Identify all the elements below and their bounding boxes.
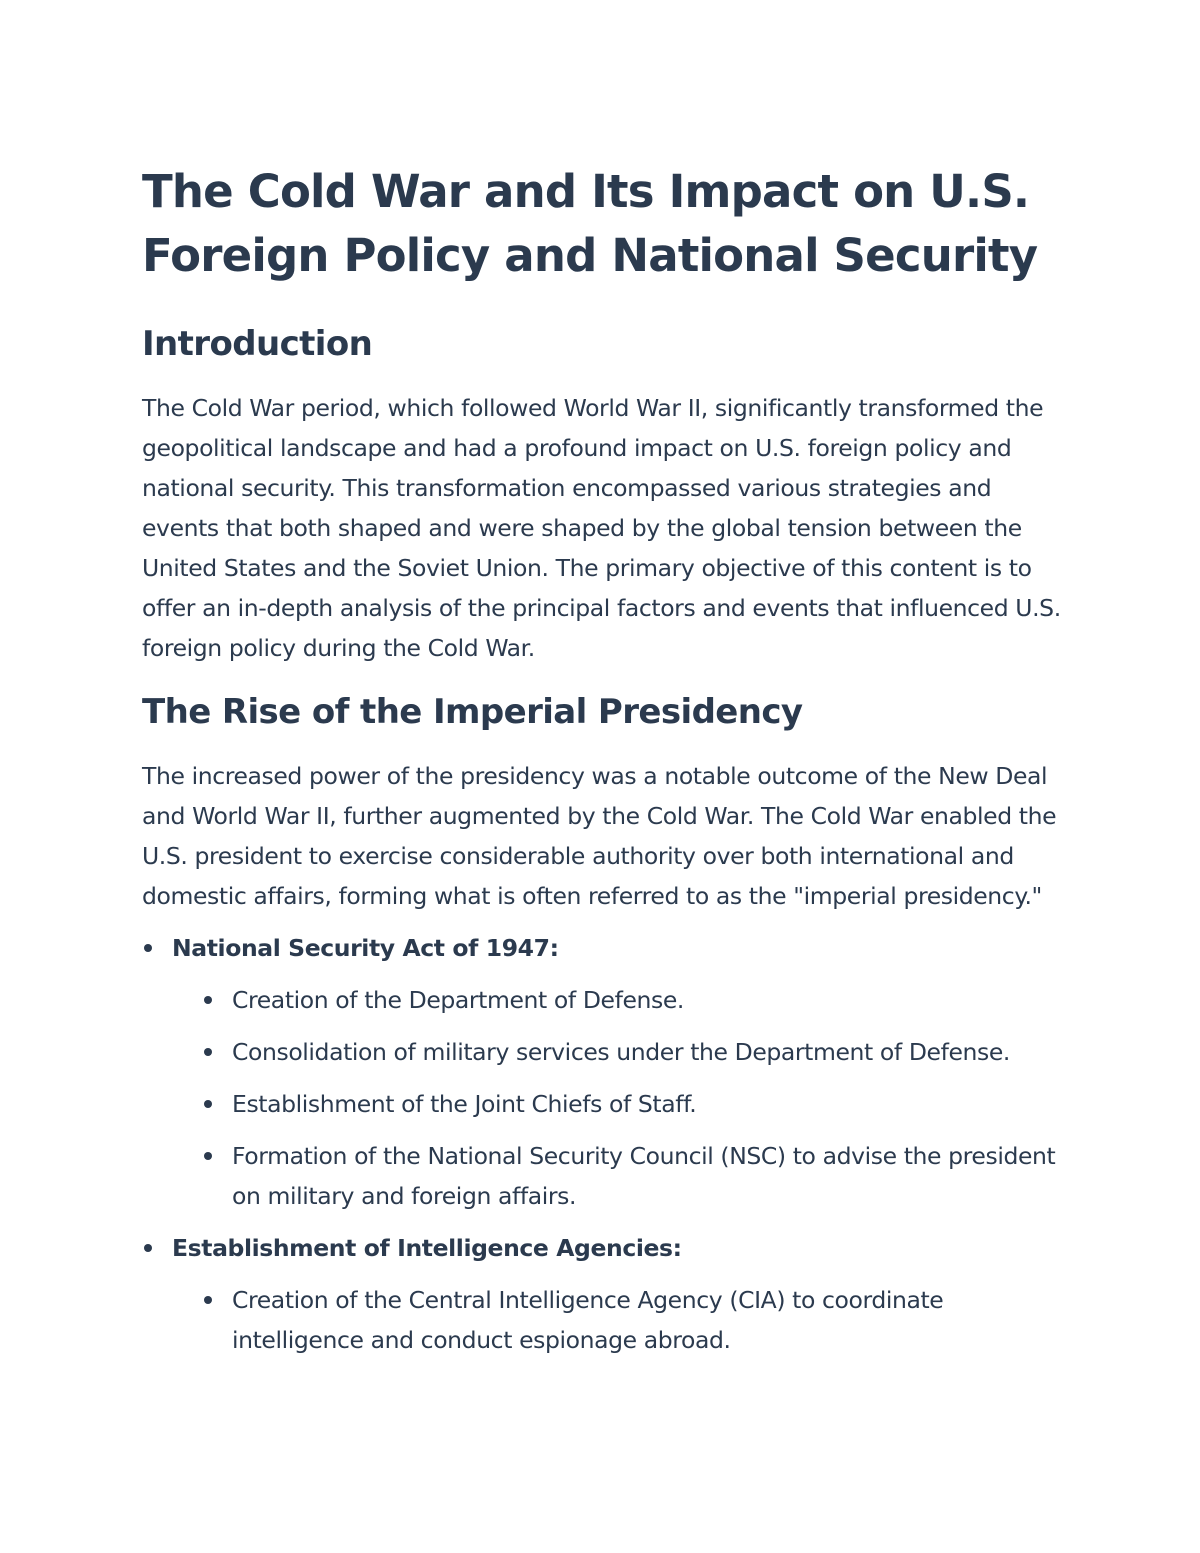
sublist-item: [202, 1280, 1072, 1360]
sublist-item-text: Creation of the Department of Defense.: [232, 986, 685, 1014]
bullet-icon: [204, 1152, 212, 1160]
list-item-intelligence-agencies: [142, 1228, 1072, 1360]
bullet-icon: [204, 1100, 212, 1108]
imperial-presidency-paragraph: The increased power of the presidency was a notable outcome of the New Deal and World War II, further augmented by the Cold War. The Cold War enabled the U.S. president to exercise considerable authority over both international and domestic affairs, forming what is often referred to as the "imperial presidency.": [142, 762, 1057, 910]
bullet-icon: [204, 1048, 212, 1056]
introduction-heading: Introduction: [142, 324, 373, 364]
document-page: [142, 160, 1072, 1372]
document-title: The Cold War and Its Impact on U.S. Foreign Policy and National Security: [142, 165, 1038, 282]
sublist-item-text: Creation of the Central Intelligence Agency (CIA) to coordinate intelligence and conduct espionage abroad.: [232, 1286, 944, 1354]
sublist-intelligence-agencies: [172, 1280, 1072, 1360]
sublist-national-security-act: [172, 980, 1072, 1216]
sublist-item-text: Formation of the National Security Council (NSC) to advise the president on military and foreign affairs.: [232, 1142, 1056, 1210]
sublist-item: [202, 980, 1072, 1020]
sublist-item: [202, 1084, 1072, 1124]
bullet-icon: [204, 1296, 212, 1304]
sublist-item: [202, 1032, 1072, 1072]
sublist-item-text: Establishment of the Joint Chiefs of Staff.: [232, 1090, 697, 1118]
sublist-item-text: Consolidation of military services under the Department of Defense.: [232, 1038, 1010, 1066]
imperial-presidency-list: [142, 928, 1072, 1360]
imperial-presidency-heading: The Rise of the Imperial Presidency: [142, 692, 803, 732]
sublist-item: [202, 1136, 1072, 1216]
list-item-label: National Security Act of 1947:: [172, 934, 559, 962]
bullet-icon: [204, 996, 212, 1004]
list-item-label: Establishment of Intelligence Agencies:: [172, 1234, 682, 1262]
bullet-icon: [144, 1244, 152, 1252]
introduction-paragraph: The Cold War period, which followed World War II, significantly transformed the geopolitical landscape and had a profound impact on U.S. foreign policy and national security. This transformation encompassed various strategies and events that both shaped and were shaped by the global tension between the United States and the Soviet Union. The primary objective of this content is to offer an in-depth analysis of the principal factors and events that influenced U.S. foreign policy during the Cold War.: [142, 394, 1061, 662]
list-item-national-security-act: [142, 928, 1072, 1216]
bullet-icon: [144, 944, 152, 952]
